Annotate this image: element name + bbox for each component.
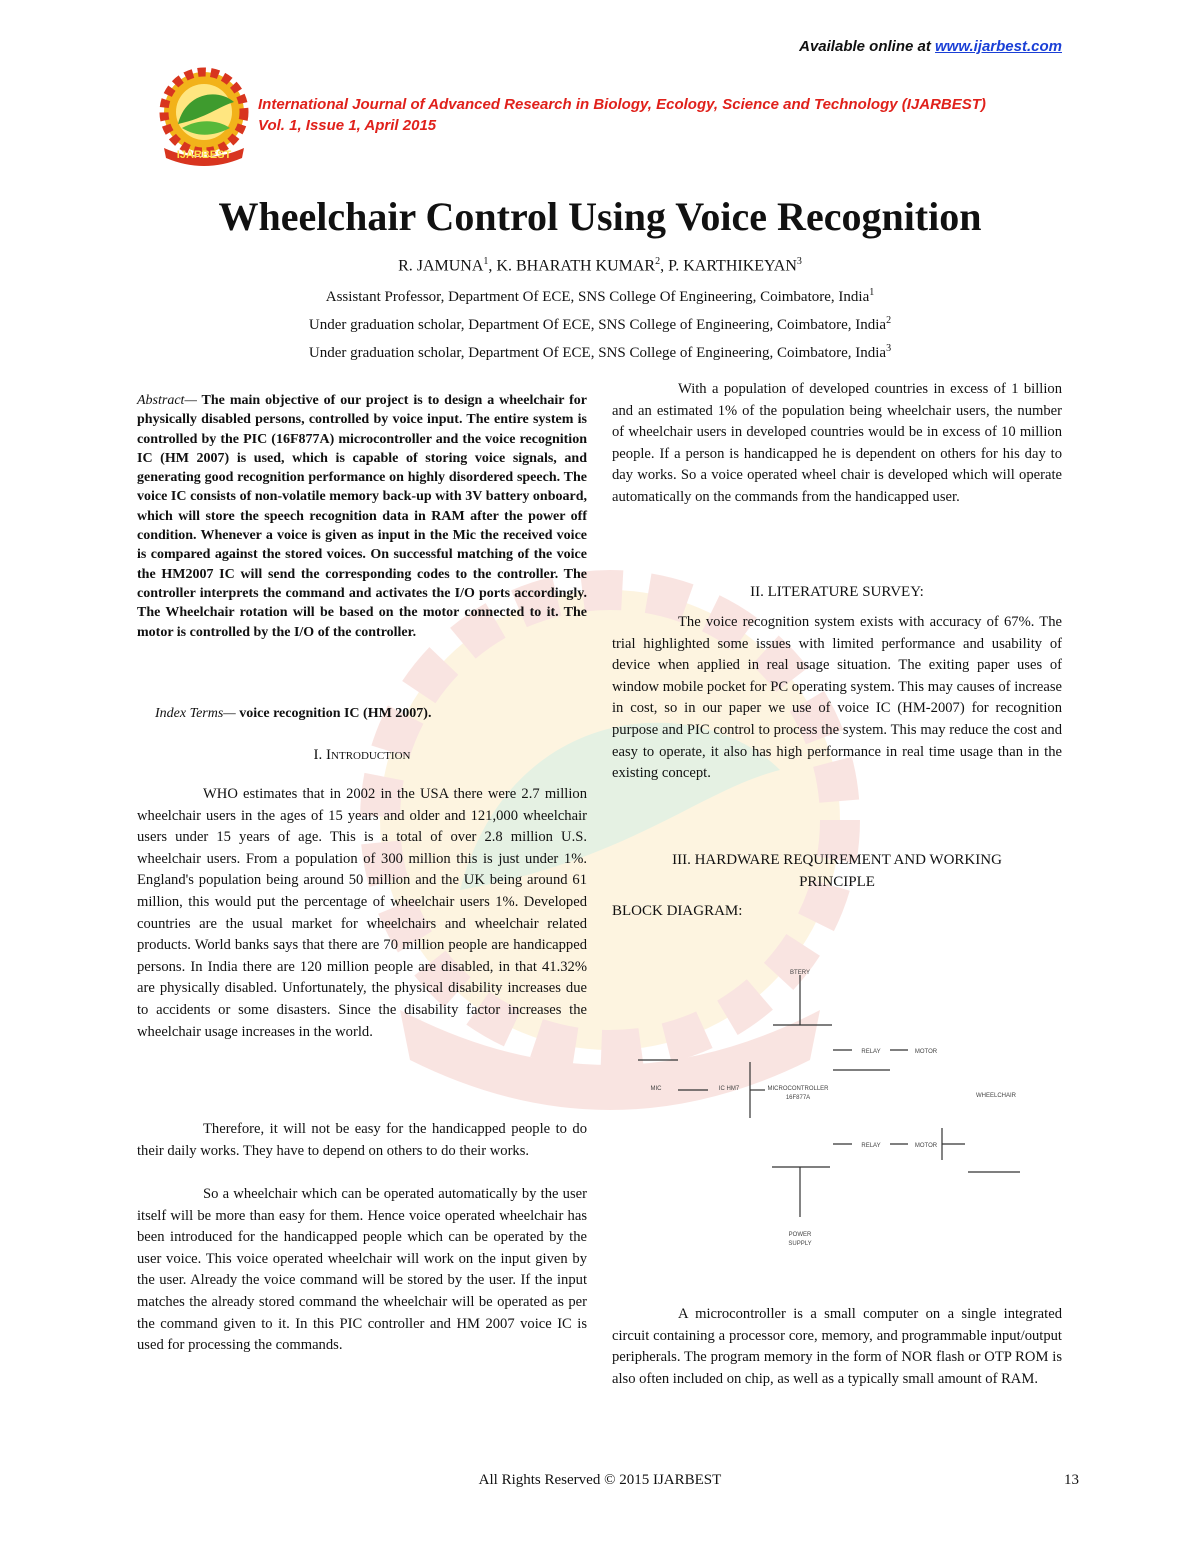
diagram-power-label: POWER xyxy=(788,1232,812,1238)
intro-paragraph-1: WHO estimates that in 2002 in the USA there were 2.7 million wheelchair users in the ages of 15 years and older and 121,000 wheelchair users under 15 years of age. This is a total of over 2.8 million U.S. wheelchair users. From a population of 300 million this is just under 1%. England's population being around 50 million and the UK being around 61 million, this would put the percentage of wheelchair users 1%. Developed countries are the usual market for wheelchairs and wheelchair related products. World banks says that there are 70 million people are handicapped persons. In India there are 120 million people are disabled, in that 41.32% are physically disabled. Unfortunately, the physical disability increases due to accidents or some disasters. Since the disability factor increases the wheelchair usage increases in the world. xyxy=(137,786,587,1040)
diagram-mic-label: MIC xyxy=(650,1086,662,1092)
population-paragraph: With a population of developed countries in excess of 1 billion and an estimated 1% of the population being wheelchair users, the number of wheelchair users in developed countries would be in excess of 10 million people. If a person is handicapped he is dependent on others for his day to day works. So a voice operated wheel chair is developed which will operate automatically on the commands from the handicapped user. xyxy=(612,381,1062,505)
diagram-microcontroller-label: MICROCONTROLLER xyxy=(767,1086,829,1092)
index-body: voice recognition IC (HM 2007). xyxy=(235,706,432,721)
available-text: Available online at xyxy=(799,38,931,55)
section-2-heading: II. LITERATURE SURVEY: xyxy=(750,584,924,600)
author-3-sup: 3 xyxy=(796,256,802,267)
block-diagram-label: BLOCK DIAGRAM: xyxy=(612,903,743,919)
abstract-lead: Abstract— xyxy=(137,393,197,408)
section-3-heading-line-2: PRINCIPLE xyxy=(799,874,875,890)
author-list xyxy=(0,256,1200,275)
diagram-motor-1-label: MOTOR xyxy=(914,1049,938,1055)
diagram-motor-2-label: MOTOR xyxy=(914,1143,938,1149)
author-1-sup: 1 xyxy=(483,256,489,267)
diagram-wheelchair-label: WHEELCHAIR xyxy=(975,1093,1017,1099)
author-1: R. JAMUNA xyxy=(398,257,484,275)
diagram-supply-label: SUPPLY xyxy=(788,1241,812,1247)
section-1-title: Introduction xyxy=(326,747,411,763)
journal-logo xyxy=(148,62,260,174)
copyright-footer: All Rights Reserved © 2015 IJARBEST xyxy=(478,1472,722,1488)
diagram-battery-label: BTERY xyxy=(790,970,810,976)
literature-paragraph: The voice recognition system exists with accuracy of 67%. The trial highlighted some issues with limited performance and usability of device when applied in real usage situation. The exiting paper uses of window mobile pocket for PC operating system. This may causes of increase in cost, so in our paper we use of voice IC (HM-2007) for recognition purpose and PIC control to process the system. This may reduce the cost and easy to operate, it also has high performance in real time usage than in the existing concept. xyxy=(612,614,1062,782)
intro-paragraph-2: Therefore, it will not be easy for the handicapped people to do their daily works. They have to depend on others to do their works. xyxy=(137,1121,587,1159)
section-1-number: I. xyxy=(313,747,323,763)
block-diagram xyxy=(620,950,1040,1270)
intro-paragraph-3: So a wheelchair which can be operated automatically by the user itself will be more than easy for them. Hence voice operated wheelchair has been introduced for the handicapped people which can be operated by the user voice. This voice operated wheelchair will work on the input given by the user. Already the voice command will be stored by the user. If the input matches the already stored command the wheelchair will be operated as per the command given to it. In this PIC controller and HM 2007 voice IC is used for processing the commands. xyxy=(137,1186,587,1354)
index-terms xyxy=(137,706,587,722)
abstract-body: The main objective of our project is to design a wheelchair for physically disabled persons, controlled by voice input. The entire system is controlled by the PIC (16F877A) microcontroller and the voice recognition IC (HM 2007) is used, which is capable of storing voice signals, and generating good recognition performance on highly disordered speech. The voice IC consists of non-volatile memory back-up with 3V battery onboard, which will store the speech recognition data in RAM after the power off condition. Whenever a voice is given as input in the Mic the received voice is compared against the stored voices. On successful matching of the voice the HM2007 IC will send the corresponding codes to the controller. The controller interprets the command and activates the I/O ports accordingly. The Wheelchair rotation will be based on the motor connected to it. The motor is controlled by the I/O of the controller. xyxy=(137,393,587,640)
journal-url-link[interactable]: www.ijarbest.com xyxy=(935,38,1062,55)
diagram-relay-2-label: RELAY xyxy=(861,1143,881,1149)
journal-name: International Journal of Advanced Research in Biology, Ecology, Science and Technology (IJARBEST) xyxy=(258,96,986,113)
volume-issue: Vol. 1, Issue 1, April 2015 xyxy=(258,117,437,134)
page-number: 13 xyxy=(1064,1472,1079,1488)
author-2: , K. BHARATH KUMAR xyxy=(488,257,656,275)
diagram-voice-ic-label: IC HM7 xyxy=(718,1086,740,1092)
available-online xyxy=(799,38,1062,55)
diagram-pic-label: 16F877A xyxy=(785,1095,811,1101)
affiliation-2: Under graduation scholar, Department Of ECE, SNS College of Engineering, Coimbatore, India$^2$ xyxy=(308,315,892,333)
section-1-heading xyxy=(137,747,587,764)
affiliation-1: Assistant Professor, Department Of ECE, SNS College Of Engineering, Coimbatore, India$^1$ xyxy=(325,287,875,305)
affiliation-3: Under graduation scholar, Department Of ECE, SNS College of Engineering, Coimbatore, India$^3$ xyxy=(308,343,892,361)
section-3-heading-line-1: III. HARDWARE REQUIREMENT AND WORKING xyxy=(672,852,1002,868)
author-3: , P. KARTHIKEYAN xyxy=(660,257,797,275)
diagram-relay-1-label: RELAY xyxy=(861,1049,881,1055)
abstract xyxy=(137,391,587,642)
microcontroller-paragraph: A microcontroller is a small computer on a single integrated circuit containing a processor core, memory, and programmable input/output peripherals. The program memory in the form of NOR flash or OTP ROM is also often included on chip, as well as a typically small amount of RAM. xyxy=(612,1306,1062,1387)
paper-title: Wheelchair Control Using Voice Recognition xyxy=(218,194,982,239)
logo-text: IJARBEST xyxy=(176,149,232,161)
index-lead: Index Terms— xyxy=(155,706,236,721)
author-2-sup: 2 xyxy=(655,256,661,267)
